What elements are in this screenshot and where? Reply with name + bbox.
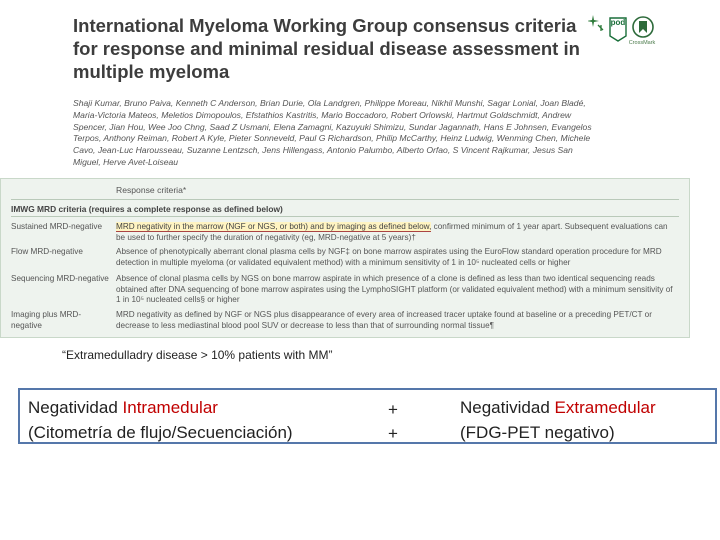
intramedullary-label [28,398,218,418]
paper-title: International Myeloma Working Group consensus criteria for response and minimal residual disease assessment in multiple myeloma [73,15,580,82]
intramedullary-emphasis: Intramedular [122,398,218,417]
crossmark-icon[interactable] [632,16,654,38]
row-term: Sequencing MRD-negative [11,274,109,283]
plus-sign: + [388,424,398,443]
pod-logo-text: pod [610,18,626,27]
journal-logos [588,14,660,48]
table-column-header: Response criteria* [116,185,187,195]
extramedullary-methods: (FDG-PET negativo) [460,423,615,442]
extramedullary-quote: “Extramedulladry disease > 10% patients with MM” [62,348,333,362]
table-divider [11,216,679,217]
definition-text: confirmed minimum of 1 year apart. Subsequent evaluations can be used to further specify the duration of negativity (eg, MRD-negative at 5 years)† [116,222,668,242]
row-definition: MRD negativity as defined by NGF or NGS plus disappearance of every area of increased tracer uptake found at baseline or a preceding PET/CT or decrease to less mediastinal blood pool SUV or decrease to less than that of surrounding normal tissue¶ [116,310,652,330]
label-prefix: Negatividad [460,398,555,417]
row-term: Flow MRD-negative [11,247,83,256]
extramedullary-label [460,398,656,418]
row-term: Imaging plus MRD-negative [11,310,82,330]
comparison-box [18,388,717,444]
intramedullary-methods: (Citometría de flujo/Secuenciación) [28,423,293,442]
row-definition: Absence of phenotypically aberrant clonal plasma cells by NGF‡ on bone marrow aspirates using the EuroFlow standard operation procedure for MRD detection in multiple myeloma (or validated equivalent method) with a minimum sensitivity of 1 in 10⁵ nucleated cells or higher [116,247,662,267]
row-definition: Absence of clonal plasma cells by NGS on bone marrow aspirate in which presence of a clone is defined as less than two identical sequencing reads obtained after DNA sequencing of bone marrow aspirates using the LymphoSIGHT platform (or validated equivalent method) with a minimum sensitivity of 1 in 10⁵ nucleated cells§ or higher [116,274,673,304]
highlighted-text: MRD negativity in the marrow (NGF or NGS, or both) and by imaging as defined below, [116,222,432,231]
pod-logo[interactable] [608,16,628,42]
paper-header [0,0,720,178]
row-definition [116,222,678,243]
criteria-table [0,178,690,338]
label-prefix: Negatividad [28,398,123,417]
extramedullary-emphasis: Extramedular [554,398,656,417]
paper-authors: Shaji Kumar, Bruno Paiva, Kenneth C Anderson, Brian Durie, Ola Landgren, Philippe Moreau, Nikhil Munshi, Sagar Lonial, Joan Bladé, Maria-Victoria Mateos, Meletios Dimopoulos, Efstathios Kastritis, Mario Boccadoro, Robert Orlowski, Hartmut Goldschmidt, Andrew Spencer, Jian Hou, Wee Joo Chng, Saad Z Usmani, Elena Zamagni, Kazuyuki Shimizu, Sundar Jagannath, Hans E Johnsen, Evangelos Terpos, Anthony Reiman, Robert A Kyle, Pieter Sonneveld, Paul G Richardson, Philip McCarthy, Heinz Ludwig, Wenming Chen, Michele Cavo, Jean-Luc Harousseau, Suzanne Lentzsch, Jens Hillengass, Antonio Palumbo, Alberto Orfao, S Vincent Rajkumar, Jesus San Miguel, Herve Avet-Loiseau [73,98,592,167]
row-term: Sustained MRD-negative [11,222,103,231]
table-group-header: IMWG MRD criteria (requires a complete response as defined below) [11,204,283,214]
sparkle-icon [588,14,604,32]
crossmark-label: CrossMark [628,40,656,46]
table-divider [11,199,679,200]
plus-sign: + [388,400,398,419]
